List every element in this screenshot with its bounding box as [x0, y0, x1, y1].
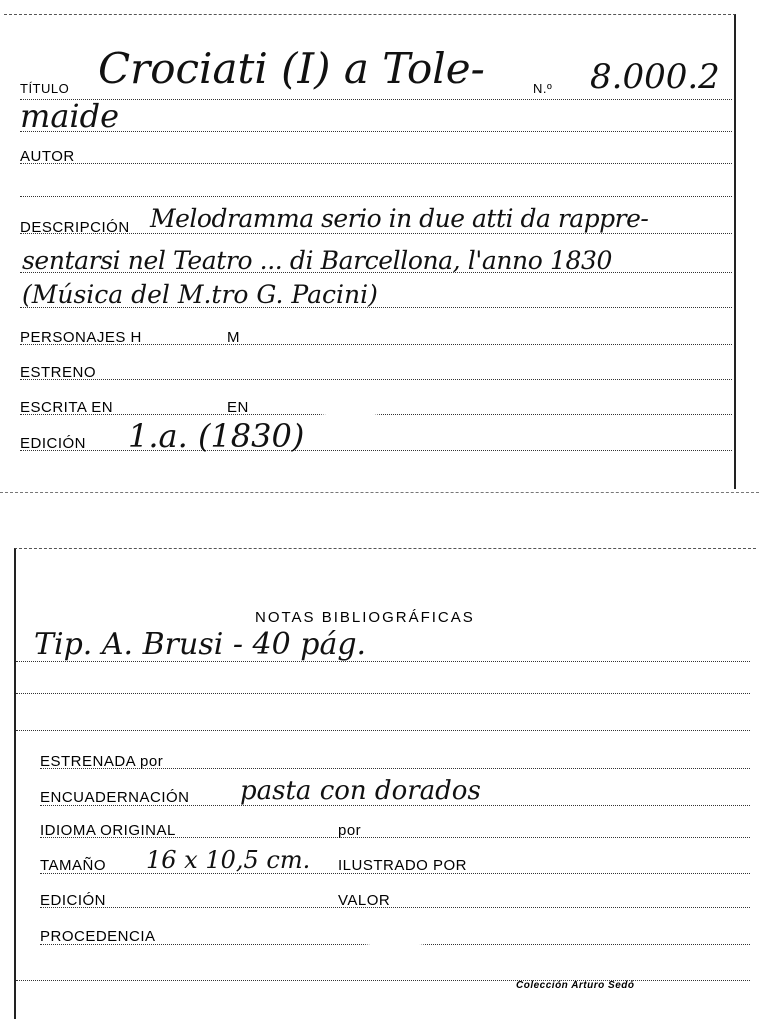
label-estreno: ESTRENO	[20, 364, 97, 381]
label-edicion-b: EDICIÓN	[40, 892, 107, 909]
label-numero: N.º	[533, 81, 553, 96]
punch-hole-bottom	[362, 915, 428, 973]
card-separator	[0, 492, 759, 493]
value-edicion: 1.a. (1830)	[128, 417, 305, 455]
label-por: por	[338, 822, 362, 839]
rule-estreno	[20, 379, 732, 380]
label-escrita-en: ESCRITA EN	[20, 399, 114, 416]
rule-notas-2	[16, 693, 750, 694]
heading-notas: NOTAS BIBLIOGRÁFICAS	[255, 609, 475, 626]
label-valor: VALOR	[338, 892, 391, 909]
label-personajes-h: PERSONAJES H	[20, 329, 142, 346]
value-titulo-line1: Crociati (I) a Tole-	[98, 44, 485, 93]
label-tamano: TAMAÑO	[40, 857, 107, 874]
label-estrenada-por: ESTRENADA por	[40, 753, 164, 770]
label-idioma-original: IDIOMA ORIGINAL	[40, 822, 176, 839]
value-titulo-line2: maide	[20, 97, 120, 135]
rule-titulo-2	[20, 131, 732, 132]
value-notas-line1: Tip. A. Brusi - 40 pág.	[34, 627, 367, 662]
value-encuadernacion: pasta con dorados	[240, 776, 481, 806]
value-descripcion-line2: sentarsi nel Teatro ... di Barcellona, l'anno 1830	[22, 246, 612, 275]
value-descripcion-line3: (Música del M.tro G. Pacini)	[22, 280, 378, 309]
label-ilustrado-por: ILUSTRADO POR	[338, 857, 468, 874]
punch-hole-top	[318, 390, 382, 450]
label-descripcion: DESCRIPCIÓN	[20, 219, 130, 236]
value-numero: 8.000.2	[590, 57, 720, 97]
rule-autor	[20, 163, 732, 164]
label-autor: AUTOR	[20, 148, 75, 165]
label-procedencia: PROCEDENCIA	[40, 928, 156, 945]
value-tamano: 16 x 10,5 cm.	[146, 846, 311, 874]
rule-bottom	[16, 980, 750, 981]
rule-edicion	[20, 450, 732, 451]
rule-notas-3	[16, 730, 750, 731]
label-edicion: EDICIÓN	[20, 435, 87, 452]
label-en: EN	[227, 399, 249, 416]
rule-titulo	[20, 99, 732, 100]
value-descripcion-line1: Melodramma serio in due atti da rappre-	[150, 204, 649, 233]
collection-stamp: Colección Arturo Sedó	[516, 980, 635, 991]
label-titulo: TÍTULO	[20, 81, 70, 96]
label-personajes-m: M	[227, 329, 240, 346]
rule-edicion-b	[40, 907, 750, 908]
label-encuadernacion: ENCUADERNACIÓN	[40, 789, 190, 806]
rule-autor-2	[20, 196, 732, 197]
